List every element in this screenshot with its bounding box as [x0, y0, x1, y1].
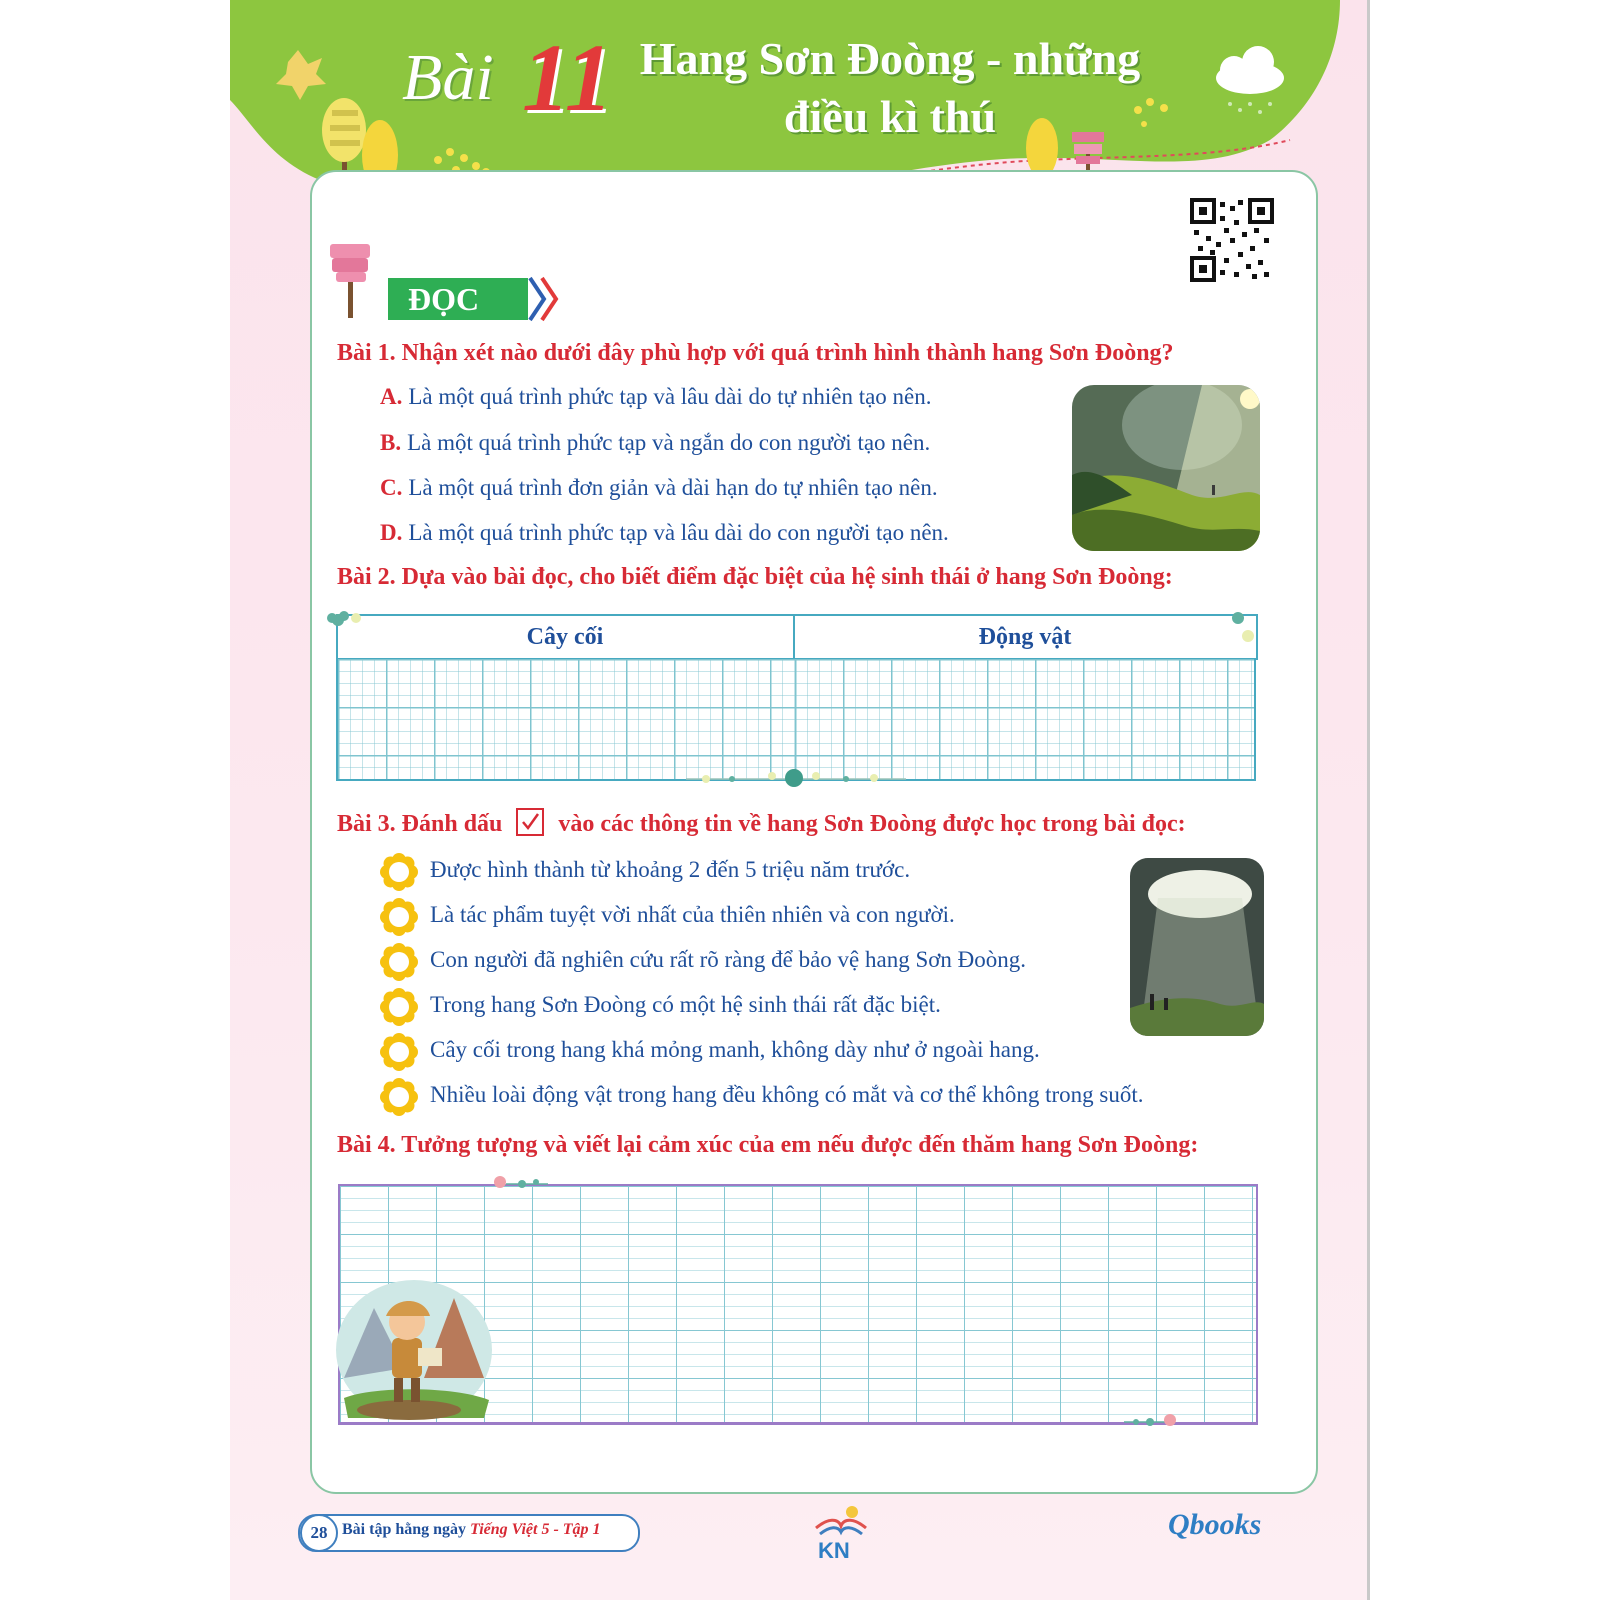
tree-icon: [328, 240, 390, 320]
publisher-logo: [808, 1502, 874, 1562]
column-header-animals: Động vật: [978, 624, 1072, 650]
flower-vine-icon: [492, 1172, 552, 1196]
question-1-option-b[interactable]: [380, 430, 930, 456]
checklist-item: Trong hang Sơn Đoòng có một hệ sinh thái rất đặc biệt.: [430, 992, 941, 1017]
explorer-illustration: [334, 1278, 496, 1426]
option-text: Là một quá trình phức tạp và ngắn do con người tạo nên.: [407, 430, 931, 455]
answer-grid-plants[interactable]: [336, 658, 797, 781]
checkbox-flower-icon[interactable]: [380, 988, 418, 1026]
option-text: Là một quá trình phức tạp và lâu dài do tự nhiên tạo nên.: [408, 384, 932, 409]
lesson-number: 11: [522, 24, 613, 131]
question-4-prompt: Bài 4. Tưởng tượng và viết lại cảm xúc của em nếu được đến thăm hang Sơn Đoòng:: [337, 1132, 1199, 1158]
checklist-item: Nhiều loài động vật trong hang đều không có mắt và cơ thể không trong suốt.: [430, 1082, 1144, 1107]
checkbox-flower-icon[interactable]: [380, 853, 418, 891]
chevron-right-icon: [528, 276, 562, 322]
brand-logo: Qbooks: [1168, 1508, 1262, 1541]
option-letter: B.: [380, 430, 402, 455]
question-3-prompt-end: vào các thông tin về hang Sơn Đoòng được học trong bài đọc:: [558, 811, 1186, 837]
flower-vine-icon: [1122, 1410, 1182, 1434]
checklist-item: Con người đã nghiên cứu rất rõ ràng để bảo vệ hang Sơn Đoòng.: [430, 947, 1027, 972]
page-number: 28: [300, 1514, 338, 1552]
qr-code: [1190, 198, 1274, 282]
book-subject: Tiếng Việt 5 - Tập 1: [470, 1521, 601, 1538]
checkbox-flower-icon[interactable]: [380, 943, 418, 981]
cave-illustration: [1130, 858, 1264, 1036]
question-3-prompt: [337, 808, 1186, 838]
option-text: Là một quá trình đơn giản và dài hạn do tự nhiên tạo nên.: [408, 475, 938, 500]
flower-decoration-icon: [326, 608, 366, 638]
checkbox-sample-icon: [516, 808, 544, 836]
checkbox-flower-icon[interactable]: [380, 898, 418, 936]
workbook-page: [230, 0, 1370, 1600]
question-1-option-a[interactable]: [380, 384, 932, 410]
column-header-plants: Cây cối: [526, 624, 604, 650]
question-1-option-c[interactable]: [380, 475, 938, 501]
publisher-logo-text: KN: [818, 1538, 850, 1562]
title-line-2: điều kì thú: [783, 91, 997, 142]
checklist-item: Cây cối trong hang khá mỏng manh, không dày như ở ngoài hang.: [430, 1037, 1040, 1062]
checkbox-flower-icon[interactable]: [380, 1078, 418, 1116]
option-letter: D.: [380, 520, 403, 545]
section-label: ĐỌC: [388, 278, 528, 320]
page-title: [610, 30, 1170, 146]
question-1-option-d[interactable]: [380, 520, 949, 546]
lesson-word: Bài: [402, 41, 494, 114]
question-3-prompt-start: Bài 3. Đánh dấu: [337, 811, 503, 837]
checklist-item: Là tác phẩm tuyệt vời nhất của thiên nhiên và con người.: [430, 902, 955, 927]
question-1-prompt: Bài 1. Nhận xét nào dưới đây phù hợp với quá trình hình thành hang Sơn Đoòng?: [337, 340, 1174, 366]
checklist-item: Được hình thành từ khoảng 2 đến 5 triệu năm trước.: [430, 857, 911, 882]
answer-grid-animals[interactable]: [795, 658, 1256, 781]
flower-decoration-icon: [1226, 608, 1266, 648]
flower-vine-icon: [686, 766, 906, 792]
option-text: Là một quá trình phức tạp và lâu dài do con người tạo nên.: [408, 520, 949, 545]
title-line-1: Hang Sơn Đoòng - những: [639, 33, 1141, 84]
option-letter: C.: [380, 475, 403, 500]
book-series: Bài tập hằng ngày: [342, 1521, 467, 1538]
checkbox-flower-icon[interactable]: [380, 1033, 418, 1071]
question-2-prompt: Bài 2. Dựa vào bài đọc, cho biết điểm đặc biệt của hệ sinh thái ở hang Sơn Đoòng:: [337, 564, 1173, 590]
footer-title: [342, 1521, 601, 1539]
cave-illustration: [1072, 385, 1260, 551]
option-letter: A.: [380, 384, 403, 409]
